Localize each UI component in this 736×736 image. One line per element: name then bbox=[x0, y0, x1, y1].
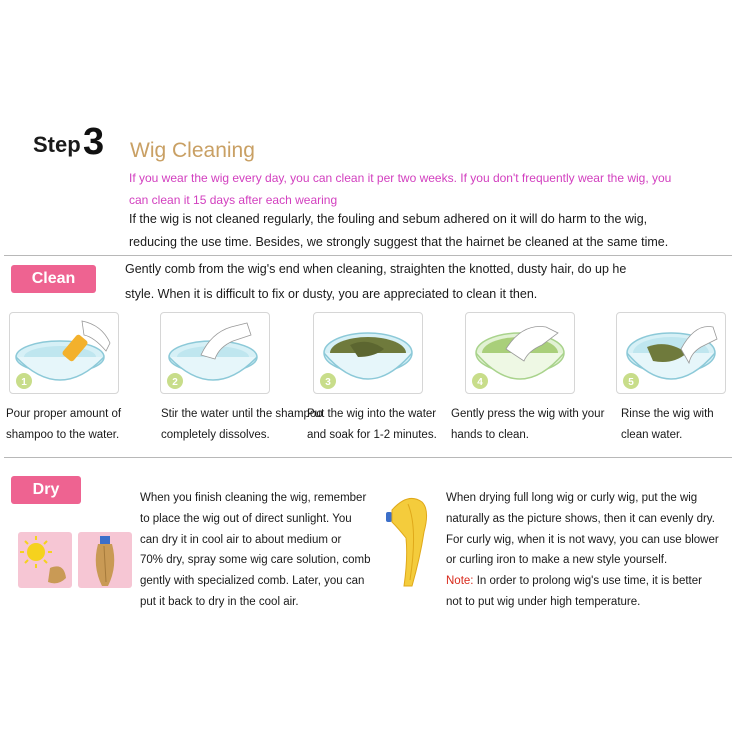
svg-text:3: 3 bbox=[325, 377, 331, 388]
svg-text:4: 4 bbox=[477, 377, 483, 388]
step-3-caption: Put the wig into the water and soak for 1-2 minutes. bbox=[307, 408, 437, 441]
step-2-caption: Stir the water until the shampoo completely dissolves. bbox=[161, 408, 323, 441]
dry-left-text: When you finish cleaning the wig, remember to place the wig out of direct sunlight. You can dry it in cool air to about medium or 70% dry, spray some wig care solution, comb gently with specialized comb. Later, you can put it back to dry in the cool air. bbox=[140, 492, 371, 608]
bowl-shampoo-icon bbox=[10, 313, 118, 393]
long-wig-illustration bbox=[378, 488, 438, 592]
step-1-illustration bbox=[9, 312, 119, 394]
svg-text:5: 5 bbox=[628, 377, 634, 388]
note-label: Note: bbox=[446, 575, 474, 588]
clean-text-line-1: Gently comb from the wig's end when cleaning, straighten the knotted, dusty hair, do up he bbox=[125, 262, 627, 276]
step-5-caption: Rinse the wig with clean water. bbox=[621, 408, 714, 441]
dry-note-line-2: not to put wig under high temperature. bbox=[446, 595, 641, 608]
long-wig-icon bbox=[378, 488, 438, 592]
dry-note-line-1: Note: In order to prolong wig's use time, it is better bbox=[446, 575, 702, 588]
bowl-rinse-wig-icon bbox=[617, 313, 725, 393]
dry-right-text: When drying full long wig or curly wig, put the wig naturally as the picture shows, then it can evenly dry. For curly wig, when it is not wavy, you can use blower or curling iron to make a new style yourself. Note: In order to prolong wig's use time, it is better not to put wig under high temperature. bbox=[446, 488, 719, 613]
step-5-illustration bbox=[616, 312, 726, 394]
wig-hanger-icon bbox=[78, 532, 132, 588]
dry-tag: Dry bbox=[11, 476, 81, 504]
page-title: Wig Cleaning bbox=[130, 139, 255, 162]
svg-text:1: 1 bbox=[21, 377, 27, 388]
step-1-caption: Pour proper amount of shampoo to the water. bbox=[6, 408, 122, 441]
intro-line-1: If the wig is not cleaned regularly, the fouling and sebum adhered on it will do harm to the wig, bbox=[129, 212, 648, 226]
sun-dry-illustration bbox=[18, 532, 72, 588]
step-label: Step bbox=[33, 132, 81, 157]
step-number: 3 bbox=[83, 121, 105, 163]
bowl-stir-icon bbox=[161, 313, 269, 393]
bowl-soak-wig-icon bbox=[314, 313, 422, 393]
clean-tag: Clean bbox=[11, 265, 96, 293]
step-3-illustration bbox=[313, 312, 423, 394]
intro-line-2: reducing the use time. Besides, we strongly suggest that the hairnet be cleaned at the same time. bbox=[129, 235, 669, 249]
hanging-wig-illustration bbox=[78, 532, 132, 588]
divider-middle bbox=[4, 457, 732, 458]
clean-text-line-2: style. When it is difficult to fix or dusty, you are appreciated to clean it then. bbox=[125, 287, 538, 301]
divider-top bbox=[4, 255, 732, 256]
frequency-note-line-1: If you wear the wig every day, you can clean it per two weeks. If you don't frequently wear the wig, you bbox=[129, 171, 672, 185]
bowl-press-wig-icon bbox=[466, 313, 574, 393]
svg-text:2: 2 bbox=[172, 377, 178, 388]
frequency-note-line-2: can clean it 15 days after each wearing bbox=[129, 193, 338, 207]
sun-icon bbox=[18, 532, 72, 588]
step-4-caption: Gently press the wig with your hands to clean. bbox=[451, 408, 605, 441]
step-4-illustration bbox=[465, 312, 575, 394]
step-2-illustration bbox=[160, 312, 270, 394]
